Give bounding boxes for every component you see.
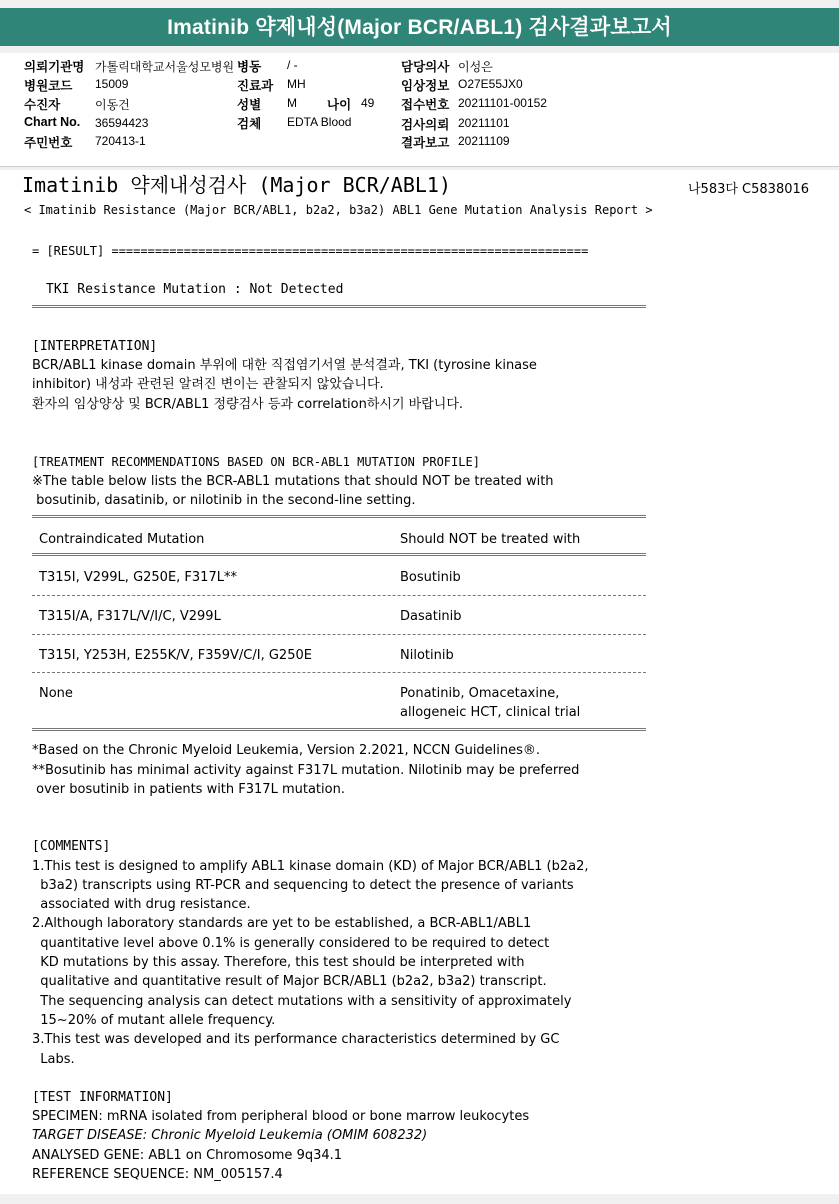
table-header-rule: [32, 553, 646, 556]
dept-value: MH: [287, 77, 306, 91]
table-row-drug: Nilotinib: [400, 648, 454, 663]
interpretation-line: BCR/ABL1 kinase domain 부위에 대한 직접염기서열 분석결과, TKI (tyrosine kinase: [32, 358, 537, 373]
test-info-line: SPECIMEN: mRNA isolated from peripheral blood or bone marrow leukocytes: [32, 1109, 530, 1124]
chart-value: 36594423: [95, 116, 149, 130]
test-info-line: TARGET DISEASE: Chronic Myeloid Leukemia (OMIM 608232): [32, 1128, 428, 1143]
result-text: TKI Resistance Mutation : Not Detected: [46, 282, 344, 297]
footnote: *Based on the Chronic Myeloid Leukemia, Version 2.2021, NCCN Guidelines®.: [32, 743, 541, 758]
report-value: 20211109: [458, 134, 510, 148]
report-title: Imatinib 약제내성검사 (Major BCR/ABL1): [22, 173, 451, 197]
table-header-mutation: Contraindicated Mutation: [39, 532, 205, 547]
table-row-drug: Ponatinib, Omacetaxine,: [400, 686, 560, 701]
patient-label: 수진자: [24, 98, 61, 112]
comment-line: b3a2) transcripts using RT-PCR and sequencing to detect the presence of variants: [32, 878, 574, 893]
interpretation-line: 환자의 임상양상 및 BCR/ABL1 정량검사 등과 correlation하시기 바랍니다.: [32, 397, 464, 412]
receipt-label: 접수번호: [401, 98, 450, 112]
interpretation-line: inhibitor) 내성과 관련된 알려진 변이는 관찰되지 않았습니다.: [32, 377, 384, 392]
specimen-label: 검체: [237, 117, 262, 131]
resident-label: 주민번호: [24, 136, 73, 150]
dept-label: 진료과: [237, 79, 274, 93]
test-code: 나583다 C5838016: [688, 182, 810, 197]
table-row-rule: [32, 595, 646, 596]
comment-line: associated with drug resistance.: [32, 897, 251, 912]
ward-label: 병동: [237, 60, 262, 74]
comment-line: 15~20% of mutant allele frequency.: [32, 1013, 276, 1028]
request-label: 검사의뢰: [401, 118, 450, 132]
comment-line: quantitative level above 0.1% is generally considered to be required to detect: [32, 936, 550, 951]
doctor-value: 이성은: [458, 60, 493, 74]
test-info-line: REFERENCE SEQUENCE: NM_005157.4: [32, 1167, 283, 1182]
comment-line: The sequencing analysis can detect mutations with a sensitivity of approximately: [32, 994, 572, 1009]
age-label: 나이: [327, 98, 352, 112]
report-body: [0, 170, 839, 1194]
report-subtitle: < Imatinib Resistance (Major BCR/ABL1, b2a2, b3a2) ABL1 Gene Mutation Analysis Report >: [24, 203, 653, 217]
test-info-line: ANALYSED GENE: ABL1 on Chromosome 9q34.1: [32, 1148, 343, 1163]
table-row-mutation: T315I, V299L, G250E, F317L**: [39, 570, 237, 585]
result-header: = [RESULT] ==================================================================: [32, 244, 589, 258]
report-label: 결과보고: [401, 136, 450, 150]
table-row-drug-continued: allogeneic HCT, clinical trial: [400, 705, 581, 720]
receipt-value: 20211101-00152: [458, 96, 547, 110]
ward-value: / -: [287, 58, 298, 72]
table-row-rule: [32, 634, 646, 635]
table-row-mutation: T315I/A, F317L/V/I/C, V299L: [39, 609, 221, 624]
comment-line: 3.This test was developed and its performance characteristics determined by GC: [32, 1032, 560, 1047]
treatment-header: [TREATMENT RECOMMENDATIONS BASED ON BCR-ABL1 MUTATION PROFILE]: [32, 455, 480, 469]
comment-line: 2.Although laboratory standards are yet to be established, a BCR-ABL1/ABL1: [32, 916, 532, 931]
treatment-line: ※The table below lists the BCR-ABL1 mutations that should NOT be treated with: [32, 474, 554, 489]
institution-label: 의뢰기관명: [24, 60, 85, 74]
test-info-header: [TEST INFORMATION]: [32, 1090, 173, 1105]
interpretation-header: [INTERPRETATION]: [32, 339, 158, 354]
patient-header: [0, 53, 839, 167]
chart-label: Chart No.: [24, 115, 81, 129]
table-row-drug: Bosutinib: [400, 570, 461, 585]
table-row-rule: [32, 672, 646, 673]
specimen-value: EDTA Blood: [287, 115, 352, 129]
divider: [32, 305, 646, 308]
comments-header: [COMMENTS]: [32, 839, 111, 854]
institution-value: 가톨릭대학교서울성모병원: [95, 60, 235, 74]
table-row-mutation: None: [39, 686, 73, 701]
comment-line: qualitative and quantitative result of Major BCR/ABL1 (b2a2, b3a2) transcript.: [32, 974, 547, 989]
hospital-code-label: 병원코드: [24, 79, 73, 93]
footnote: **Bosutinib has minimal activity against F317L mutation. Nilotinib may be preferred: [32, 763, 580, 778]
footnote: over bosutinib in patients with F317L mutation.: [32, 782, 345, 797]
hospital-code-value: 15009: [95, 77, 129, 91]
request-value: 20211101: [458, 116, 510, 130]
clinical-info-label: 임상정보: [401, 79, 450, 93]
report-banner-title: Imatinib 약제내성(Major BCR/ABL1) 검사결과보고서: [0, 8, 839, 46]
treatment-line: bosutinib, dasatinib, or nilotinib in the second-line setting.: [32, 493, 416, 508]
table-row-mutation: T315I, Y253H, E255K/V, F359V/C/I, G250E: [39, 648, 312, 663]
table-row-drug: Dasatinib: [400, 609, 462, 624]
table-bottom-rule: [32, 728, 646, 731]
sex-value: M: [287, 96, 297, 110]
patient-value: 이동건: [95, 98, 130, 112]
comment-line: Labs.: [32, 1052, 75, 1067]
age-value: 49: [361, 96, 375, 110]
table-header-drug: Should NOT be treated with: [400, 532, 581, 547]
resident-value: 720413-1: [95, 134, 146, 148]
comment-line: KD mutations by this assay. Therefore, this test should be interpreted with: [32, 955, 525, 970]
doctor-label: 담당의사: [401, 60, 450, 74]
clinical-info-value: O27E55JX0: [458, 77, 523, 91]
comment-line: 1.This test is designed to amplify ABL1 kinase domain (KD) of Major BCR/ABL1 (b2a2,: [32, 859, 589, 874]
sex-label: 성별: [237, 98, 262, 112]
table-top-rule: [32, 515, 646, 518]
